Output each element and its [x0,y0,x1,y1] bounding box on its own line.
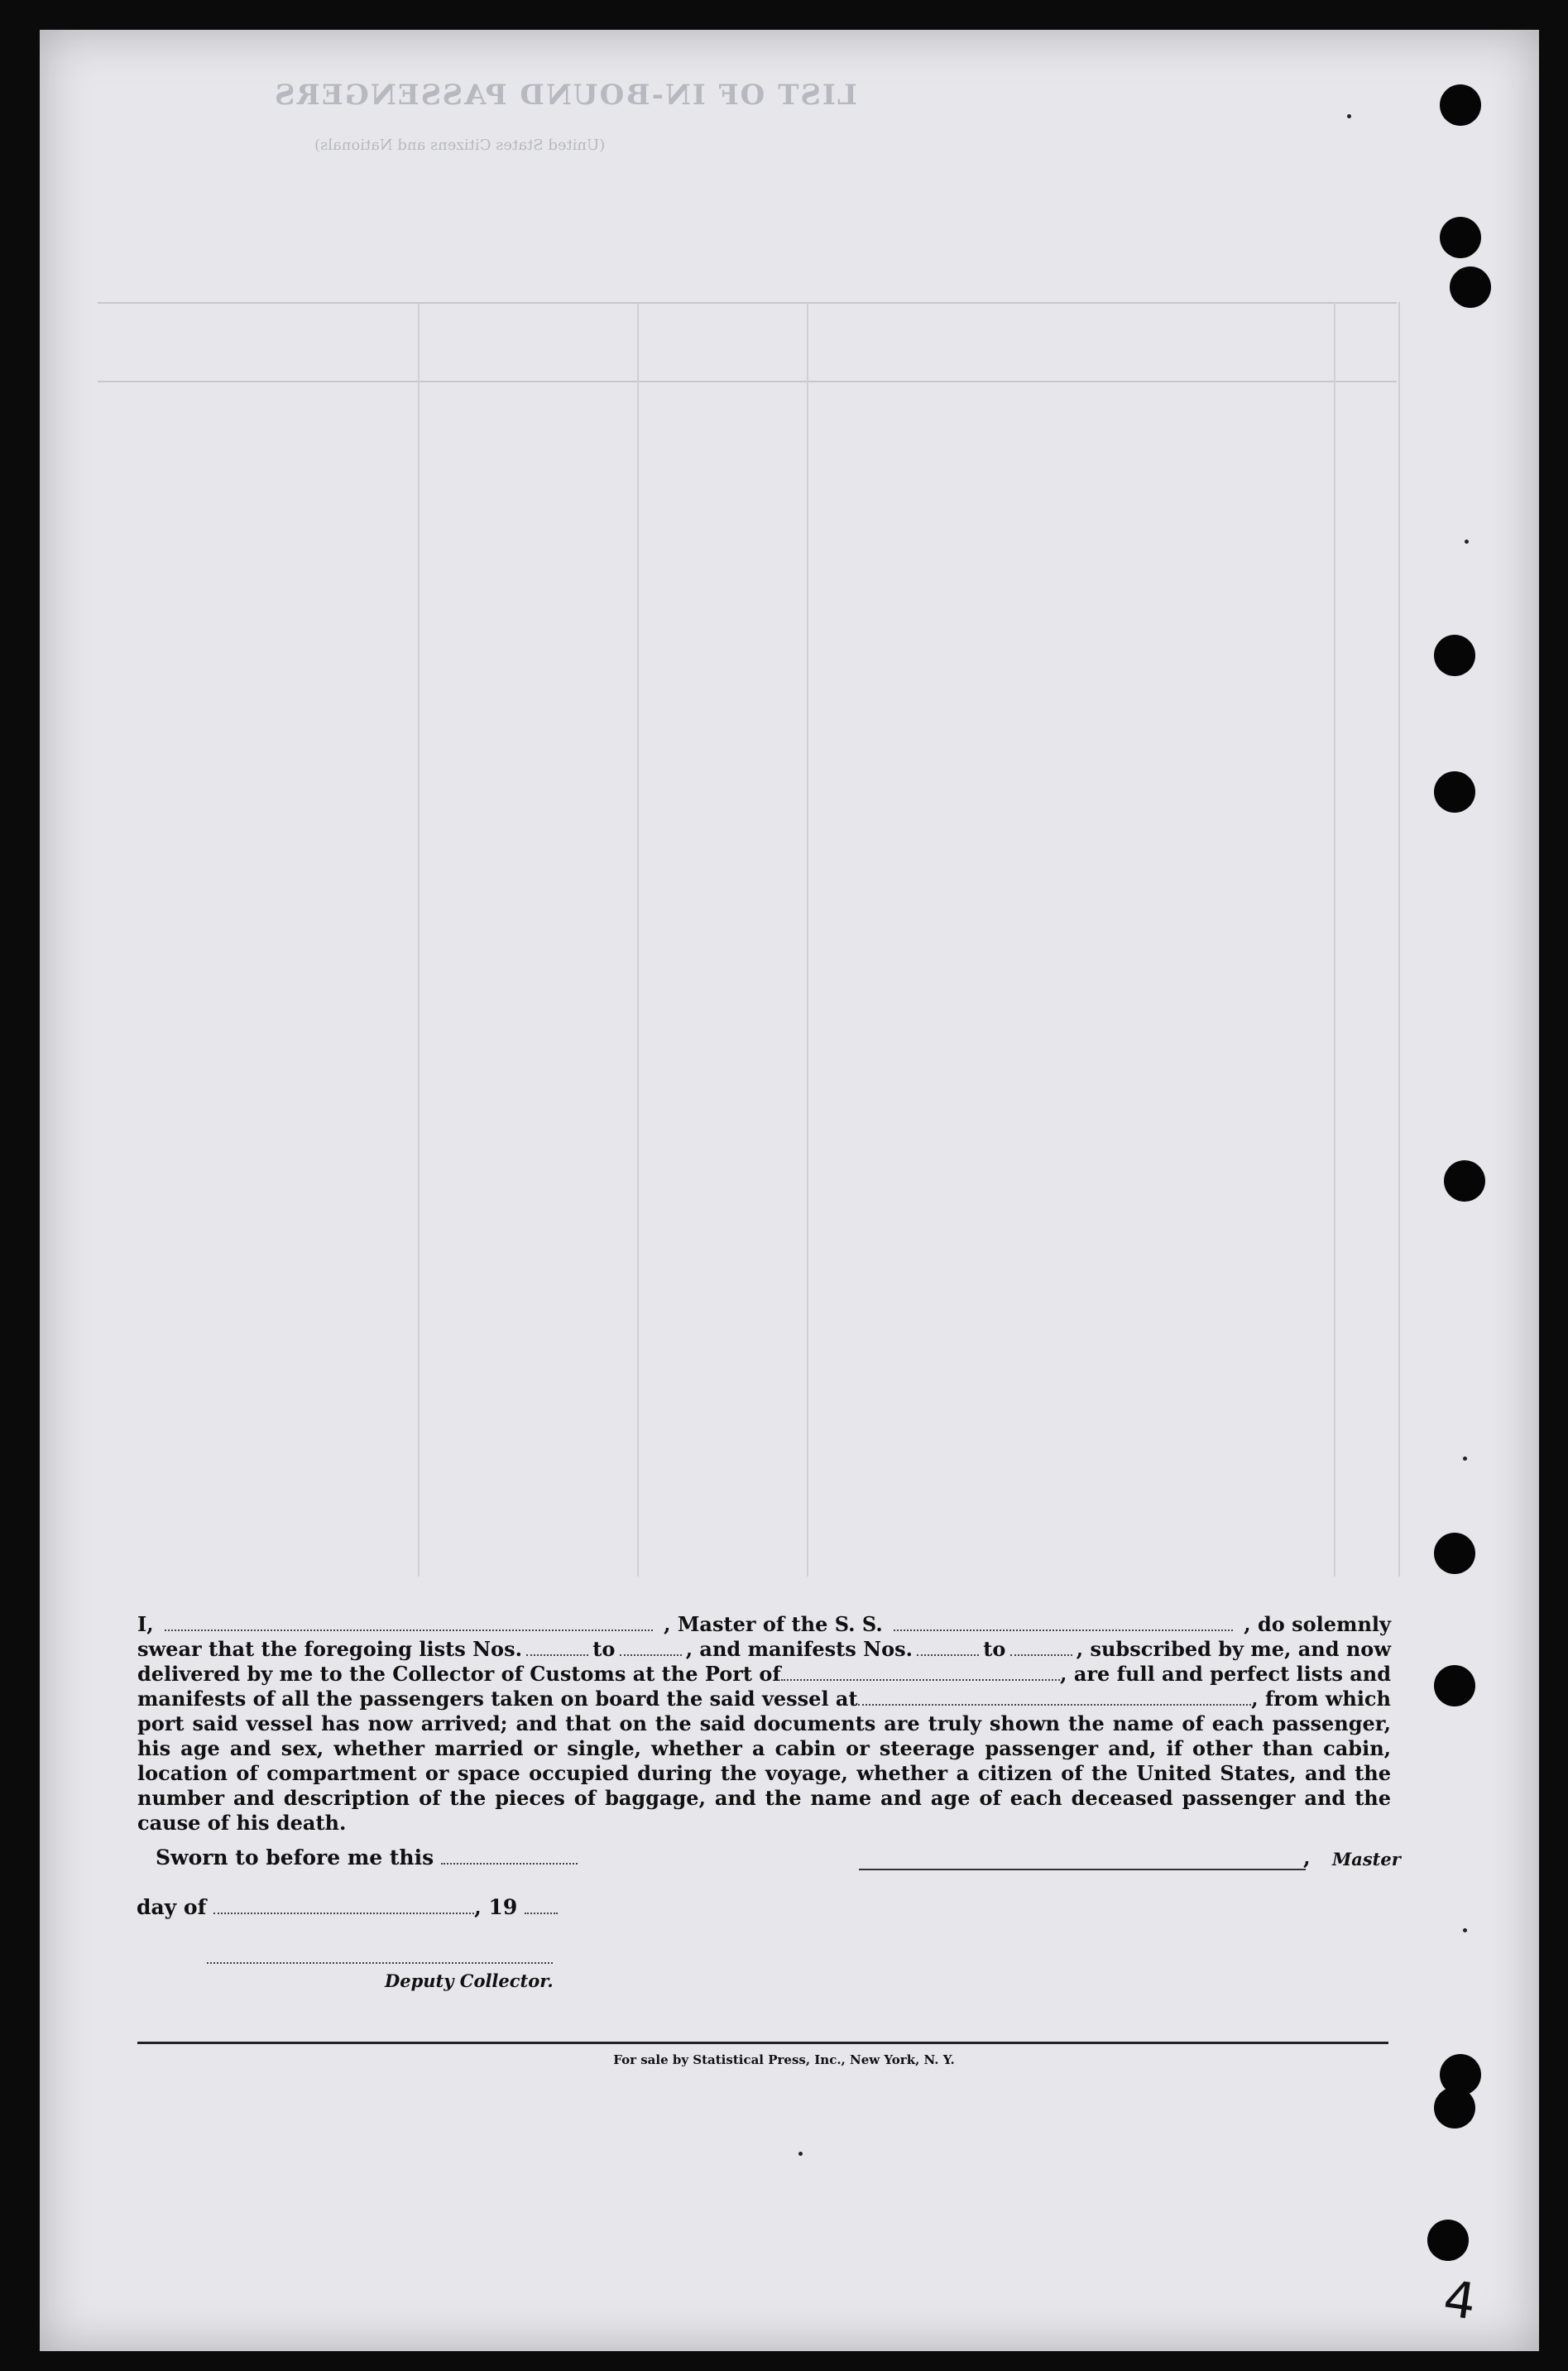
ink-speck [798,2152,803,2156]
oath-lists-label: swear that the foregoing lists Nos. [137,1637,522,1661]
printer-credit: For sale by Statistical Press, Inc., New York, N. Y. [613,2052,955,2067]
oath-from-which-label: , from which [1251,1687,1391,1711]
ghost-header-title: LIST OF IN-BOUND PASSENGERS [273,79,857,112]
ghost-header-subtitle: (United States Citizens and Nationals) [314,137,606,154]
sworn-date-field[interactable] [441,1848,578,1865]
oath-i-label: I, [137,1612,154,1636]
oath-line-1 [137,1612,1391,1637]
oath-line-2 [137,1637,1391,1662]
ghost-column-rule [418,302,420,1577]
punch-hole [1434,1533,1475,1574]
day-of-row [137,1895,558,1919]
deputy-signature-field[interactable] [207,1947,553,1964]
punch-hole [1450,266,1491,308]
year-field[interactable] [525,1898,558,1914]
form-sheet [40,30,1539,2351]
port-field[interactable] [781,1664,1060,1681]
sworn-row [156,1845,578,1869]
punch-hole [1440,84,1481,126]
oath-solemnly-label: , do solemnly [1244,1612,1391,1636]
master-signature-field[interactable] [859,1854,1306,1870]
oath-port-label: delivered by me to the Collector of Customs at the Port of [137,1662,781,1686]
oath-line-3 [137,1662,1391,1687]
manifest-no-from-field[interactable] [917,1639,979,1656]
day-of-label: day of [137,1895,207,1919]
punch-hole [1434,1665,1475,1706]
deputy-collector-label: Deputy Collector. [385,1970,554,1991]
oath-line-4 [137,1687,1391,1711]
oath-full-perfect-label: , are full and perfect lists and [1060,1662,1391,1686]
punch-hole [1444,1160,1485,1202]
punch-hole [1440,217,1481,258]
ink-speck [1347,114,1351,118]
ghost-column-rule [1398,302,1400,1577]
oath-master-ss-label: , Master of the S. S. [664,1612,883,1636]
oath-body-text: port said vessel has now arrived; and that on the said documents are truly shown the name of each passenger, his age and sex, whether married or single, whether a cabin or steerage passenger and, if other than cabin, location of compartment or space occupied during the voyage, whether a citizen of the United States, and the number and description of the pieces of baggage, and the name and age of each deceased passenger and the cause of his death. [137,1711,1391,1835]
punch-hole [1434,771,1475,813]
ghost-column-rule [1334,302,1335,1577]
ghost-column-rule [807,302,808,1577]
handwritten-page-number: 4 [1440,2269,1479,2332]
oath-taken-on-board-label: manifests of all the passengers taken on board the said vessel at [137,1687,858,1711]
ghost-table-header-rule [98,381,1397,382]
oath-section [137,1612,1391,1836]
list-no-to-field[interactable] [620,1639,682,1656]
ghost-table-top-rule [98,302,1397,304]
footer-rule [137,2042,1388,2044]
punch-hole [1434,635,1475,676]
vessel-name-field[interactable] [894,1615,1233,1631]
list-no-from-field[interactable] [526,1639,588,1656]
ghost-column-rule [637,302,639,1577]
year-prefix-label: , 19 [474,1895,518,1919]
oath-subscribed-label: , subscribed by me, and now [1076,1637,1391,1661]
ink-speck [1465,540,1469,544]
punch-hole [1427,2220,1469,2261]
master-label: Master [1332,1849,1401,1869]
oath-manifests-label: , and manifests Nos. [685,1637,913,1661]
ink-speck [1463,1928,1467,1932]
sworn-label: Sworn to before me this [156,1845,434,1869]
oath-to-label: to [592,1637,616,1661]
month-field[interactable] [213,1898,474,1914]
master-name-field[interactable] [165,1615,653,1631]
ink-speck [1463,1457,1467,1461]
punch-hole [1434,2087,1475,2129]
embarkation-port-field[interactable] [858,1689,1252,1706]
oath-to-label-2: to [983,1637,1006,1661]
manifest-no-to-field[interactable] [1010,1639,1072,1656]
